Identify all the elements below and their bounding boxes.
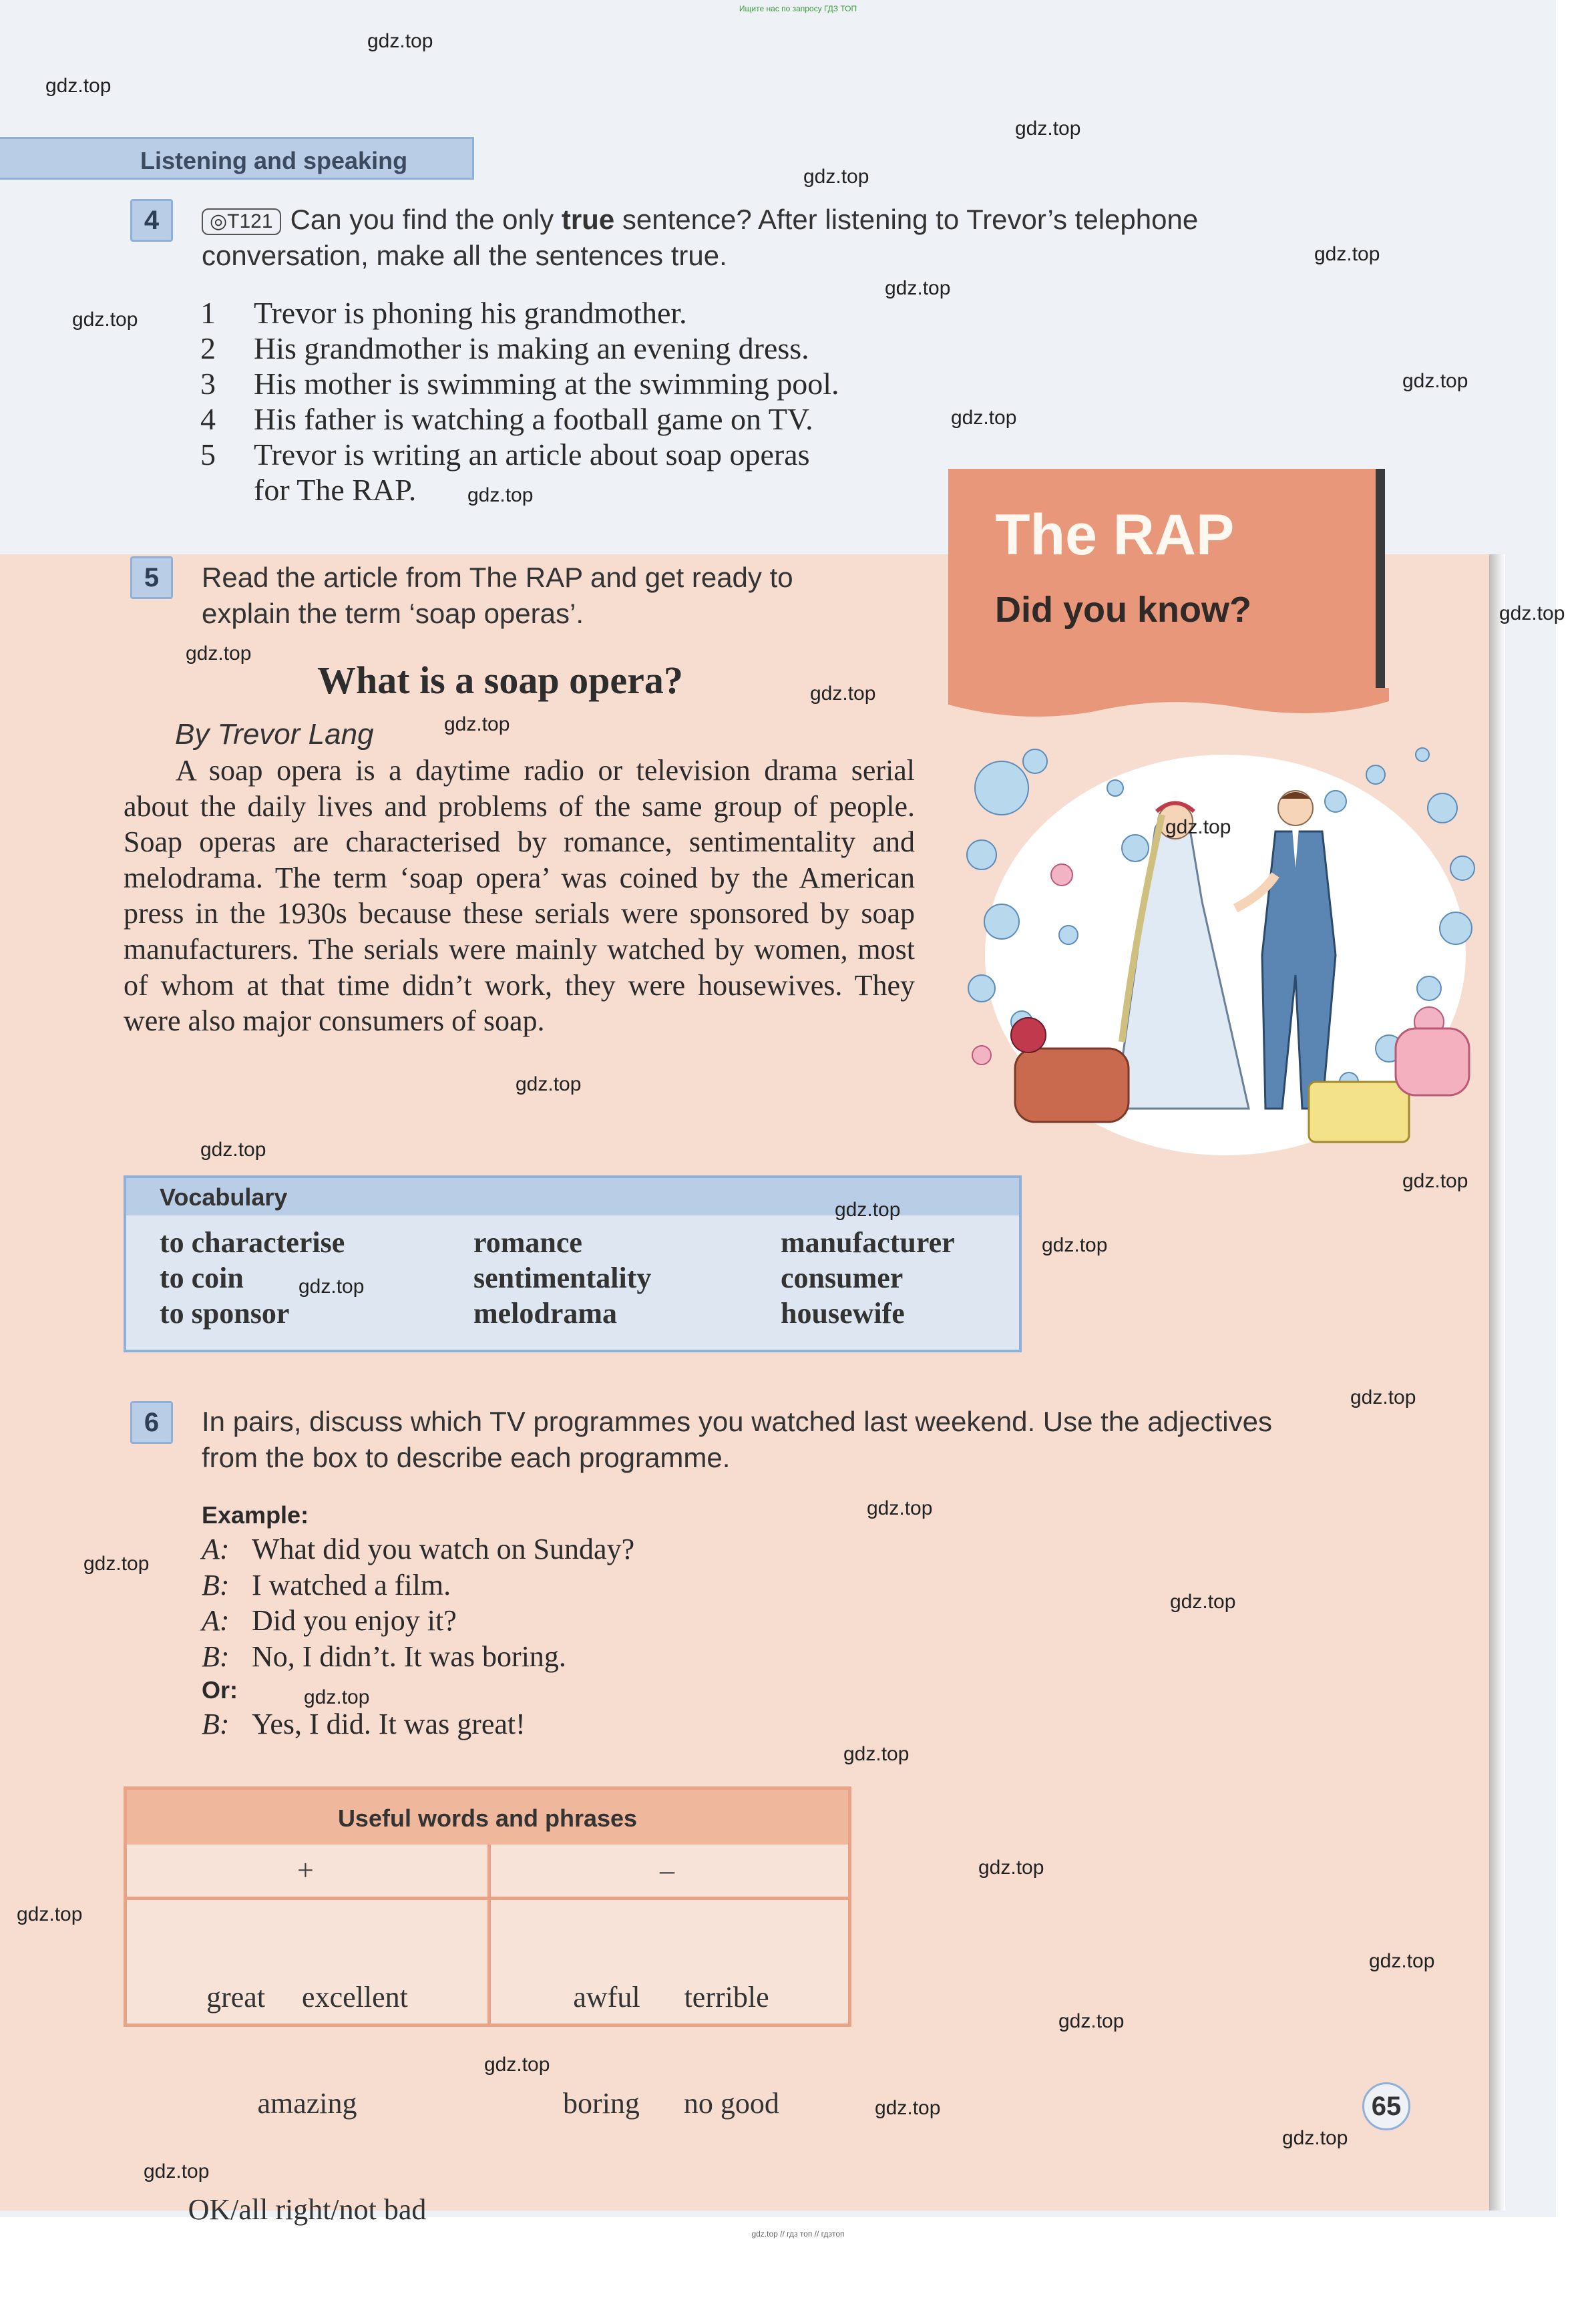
dialogue-line: B: No, I didn’t. It was boring. <box>202 1640 566 1673</box>
list-item: 4 His father is watching a football game on TV. <box>200 402 813 436</box>
vocabulary-title: Vocabulary <box>160 1183 288 1211</box>
watermark: gdz.top <box>1042 1234 1108 1256</box>
watermark: gdz.top <box>1170 1591 1236 1613</box>
footer-note: gdz.top // гдз топ // гдзтоп <box>751 2229 845 2239</box>
watermark: gdz.top <box>467 484 534 506</box>
useful-words-title: Useful words and phrases <box>337 1804 638 1832</box>
section-banner <box>0 137 474 180</box>
vocab-word: manufacturer <box>781 1226 955 1259</box>
header-note: Ищите нас по запросу ГДЗ ТОП <box>739 4 857 13</box>
watermark: gdz.top <box>516 1073 582 1095</box>
watermark: gdz.top <box>885 277 951 299</box>
watermark: gdz.top <box>1369 1950 1435 1972</box>
watermark: gdz.top <box>186 642 252 664</box>
exercise-4-number: 4 <box>130 199 173 242</box>
watermark: gdz.top <box>1058 2010 1125 2032</box>
watermark: gdz.top <box>484 2054 550 2076</box>
exercise-5-number: 5 <box>130 556 173 599</box>
rap-subtitle: Did you know? <box>995 590 1251 630</box>
watermark: gdz.top <box>444 713 510 735</box>
watermark: gdz.top <box>17 1903 83 1925</box>
watermark: gdz.top <box>1499 602 1565 624</box>
watermark: gdz.top <box>45 75 112 97</box>
article-title: What is a soap opera? <box>317 658 683 702</box>
dialogue-line: B: I watched a film. <box>202 1568 451 1601</box>
vocab-word: consumer <box>781 1262 904 1294</box>
watermark: gdz.top <box>867 1497 933 1519</box>
rap-card-edge <box>1376 469 1385 699</box>
article-body: A soap opera is a daytime radio or television drama serial about the daily lives and problems of the same group of people. Soap operas are characterised by romance, sentimentality and melodrama. The term ‘soap opera’ was coined by the American press in the 1930s because these serials were sponsored by soap manufacturers. The serials were mainly watched by women, most of whom at that time didn’t work, they were housewives. They were also major consumers of soap. <box>124 754 915 1038</box>
watermark: gdz.top <box>835 1199 901 1221</box>
vocab-word: melodrama <box>473 1297 618 1330</box>
exercise-4-instructions: ◎T121 Can you find the only true sentence? After listening to Trevor’s telephone conversation, make all the sentences true. <box>202 204 1199 271</box>
page-number: 65 <box>1362 2082 1410 2130</box>
exercise-6-example <box>202 1499 634 1742</box>
dialogue-line: A: What did you watch on Sunday? <box>202 1533 635 1565</box>
watermark: gdz.top <box>1402 370 1468 392</box>
article-author: By Trevor Lang <box>175 718 374 751</box>
vocab-word: to coin <box>160 1262 244 1294</box>
watermark: gdz.top <box>1165 816 1231 838</box>
watermark: gdz.top <box>978 1857 1044 1879</box>
useful-words-header <box>127 1790 848 1845</box>
section-title: Listening and speaking <box>140 147 408 174</box>
vocabulary-column-3 <box>781 1225 955 1331</box>
watermark: gdz.top <box>298 1276 365 1298</box>
vocab-word: housewife <box>781 1297 905 1330</box>
watermark: gdz.top <box>810 683 876 705</box>
rap-card-wave <box>948 688 1389 721</box>
exercise-5-instructions: Read the article from The RAP and get ready to explain the term ‘soap operas’. <box>202 562 793 629</box>
watermark: gdz.top <box>1282 2127 1348 2149</box>
watermark: gdz.top <box>304 1686 370 1708</box>
vocabulary-column-2 <box>473 1225 651 1331</box>
vocab-word: sentimentality <box>473 1262 652 1294</box>
watermark: gdz.top <box>1015 118 1081 140</box>
dialogue-line: A: Did you enjoy it? <box>202 1604 457 1637</box>
watermark: gdz.top <box>83 1553 150 1575</box>
example-label: Example: <box>202 1501 309 1529</box>
watermark: gdz.top <box>200 1139 266 1161</box>
watermark: gdz.top <box>803 166 869 188</box>
exercise-6-instructions: In pairs, discuss which TV programmes you watched last weekend. Use the adjectives from the box to describe each programme. <box>202 1406 1272 1473</box>
list-item: 1 Trevor is phoning his grandmother. <box>200 296 687 330</box>
page-edge-shadow <box>1489 554 1505 2211</box>
negative-words: awful terrible boring no good <box>563 1981 779 2120</box>
exercise-4-sentence-list <box>200 295 962 508</box>
minus-sign: – <box>660 1854 674 1887</box>
watermark: gdz.top <box>1314 243 1380 265</box>
or-label: Or: <box>202 1676 238 1704</box>
list-item: 5 Trevor is writing an article about soap operas <box>200 437 810 471</box>
rap-card <box>948 469 1382 699</box>
rap-title: The RAP <box>995 503 1235 567</box>
watermark: gdz.top <box>144 2160 210 2182</box>
audio-track-icon[interactable]: ◎T121 <box>202 208 281 235</box>
watermark: gdz.top <box>72 309 138 331</box>
list-item: 2 His grandmother is making an evening dress. <box>200 331 809 365</box>
exercise-6-number: 6 <box>130 1401 173 1444</box>
watermark: gdz.top <box>843 1743 910 1765</box>
watermark: gdz.top <box>367 30 433 52</box>
plus-sign: + <box>297 1854 314 1887</box>
list-item: for The RAP. <box>254 473 417 507</box>
wedding-illustration <box>962 735 1489 1162</box>
vocab-word: romance <box>473 1226 582 1259</box>
positive-words: great excellent amazing OK/all right/not bad <box>188 1981 427 2226</box>
list-item: 3 His mother is swimming at the swimming pool. <box>200 367 839 401</box>
watermark: gdz.top <box>951 407 1017 429</box>
watermark: gdz.top <box>1350 1386 1416 1408</box>
dialogue-line: B: Yes, I did. It was great! <box>202 1708 526 1740</box>
watermark: gdz.top <box>875 2097 941 2119</box>
watermark: gdz.top <box>1402 1170 1468 1192</box>
vocab-word: to characterise <box>160 1226 345 1259</box>
vocab-word: to sponsor <box>160 1297 290 1330</box>
